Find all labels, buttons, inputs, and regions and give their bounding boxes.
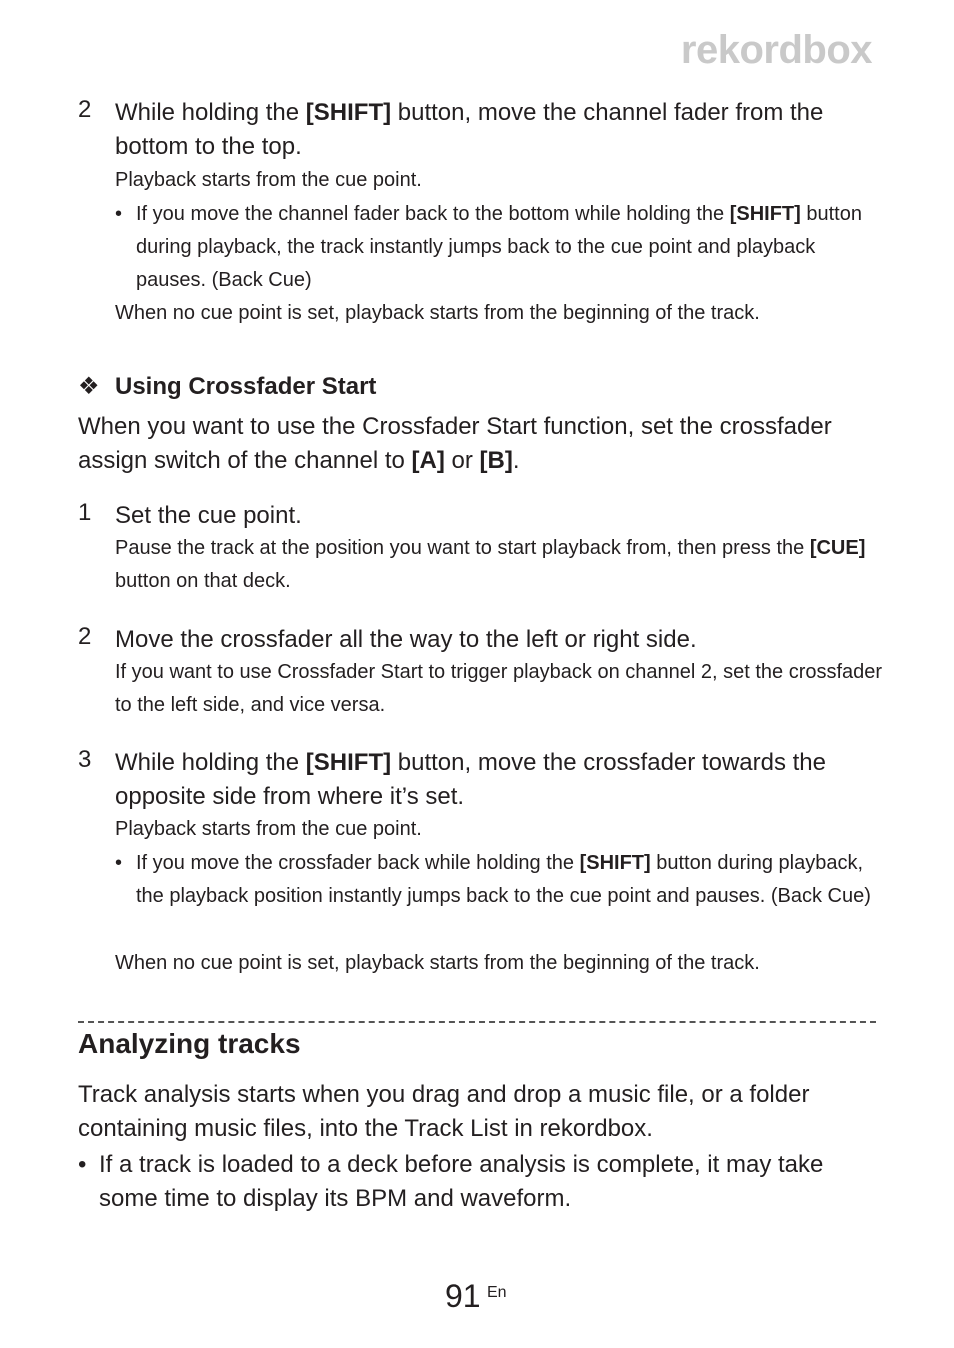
page-number: 91 [445, 1278, 481, 1314]
step-text: Move the crossfader all the way to the left or right side. [115, 626, 697, 653]
language-code: En [487, 1284, 507, 1301]
step-result: Playback starts from the cue point. [115, 169, 422, 191]
step-detail: Pause the track at the position you want to start playback from, then press the [CUE] button on that deck. [115, 537, 866, 592]
bullet-dot: • [78, 1151, 87, 1178]
step-number: 3 [78, 746, 92, 773]
step-number: 2 [78, 96, 92, 123]
step-text: Set the cue point. [115, 502, 302, 529]
step-note: When no cue point is set, playback starts from the beginning of the track. [115, 952, 760, 974]
bullet-dot: • [115, 852, 123, 874]
bullet-dot: • [115, 203, 123, 225]
brand-logo-text: rekordbox [680, 28, 872, 72]
bullet-item [115, 847, 885, 913]
section-divider [78, 1021, 876, 1023]
section-intro: When you want to use the Crossfader Start function, set the crossfader assign switch of the channel to [A] or [B]. [78, 413, 832, 474]
bullet-text: If you move the channel fader back to the bottom while holding the [SHIFT] button during playback, the track instantly jumps back to the cue point and playback pauses. (Back Cue) [136, 203, 862, 291]
step-result: Playback starts from the cue point. [115, 818, 422, 840]
bullet-text: If a track is loaded to a deck before analysis is complete, it may take some time to display its BPM and waveform. [99, 1151, 824, 1212]
section-title: Analyzing tracks [78, 1028, 301, 1059]
section-intro: Track analysis starts when you drag and drop a music file, or a folder containing music files, into the Track List in rekordbox. [78, 1081, 810, 1142]
step-detail: If you want to use Crossfader Start to trigger playback on channel 2, set the crossfader to the left side, and vice versa. [115, 661, 883, 716]
step-text: While holding the [SHIFT] button, move the channel fader from the bottom to the top. [115, 99, 824, 160]
section-heading: ❖ Using Crossfader Start [78, 373, 377, 400]
step-text: While holding the [SHIFT] button, move the crossfader towards the opposite side from where it’s set. [115, 749, 826, 810]
step-number: 1 [78, 499, 92, 526]
diamond-bullet-icon: ❖ [78, 373, 100, 400]
bullet-text: If you move the crossfader back while holding the [SHIFT] button during playback, the playback position instantly jumps back to the cue point and pauses. (Back Cue) [136, 852, 871, 907]
step-note: When no cue point is set, playback starts from the beginning of the track. [115, 302, 760, 324]
bullet-item [115, 198, 885, 297]
step-number: 2 [78, 623, 92, 650]
bullet-item [78, 1148, 878, 1216]
